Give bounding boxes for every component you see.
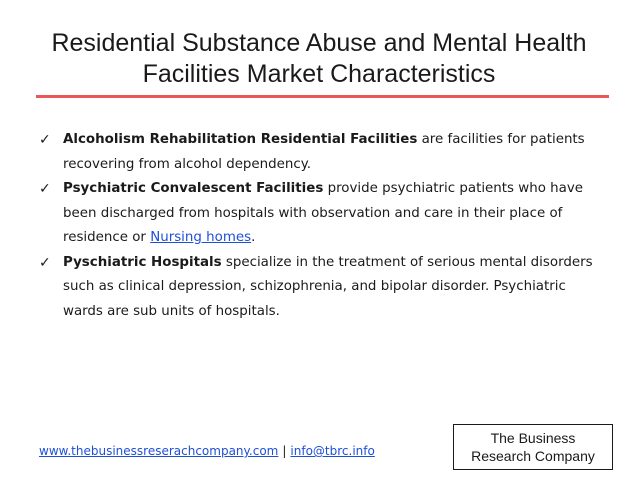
- title-divider: [36, 95, 609, 98]
- footer-separator: |: [282, 444, 287, 458]
- bullet-psychiatric-convalescent: [39, 177, 609, 251]
- bullet-list: [39, 128, 609, 324]
- email-link[interactable]: info@tbrc.info: [290, 444, 375, 458]
- website-link[interactable]: www.thebusinessreserachcompany.com: [39, 444, 279, 458]
- bullet-alcoholism-facilities: [39, 128, 609, 177]
- checkmark-icon: ✓: [39, 254, 51, 271]
- bullet-term: Alcoholism Rehabilitation Residential Facilities: [63, 132, 418, 147]
- bullet-term: Pyschiatric Hospitals: [63, 254, 222, 270]
- bullet-text: are facilities for patients recovering from alcohol dependency.: [63, 132, 585, 172]
- slide-title-line-2: Facilities Market Characteristics: [142, 60, 496, 88]
- footer-links: [39, 444, 375, 458]
- slide-title: [20, 28, 618, 90]
- bullet-term: Psychiatric Convalescent Facilities: [63, 181, 324, 196]
- company-name-line-2: Research Company: [471, 448, 595, 464]
- checkmark-icon: ✓: [39, 181, 51, 197]
- company-name-line-1: The Business: [490, 430, 576, 446]
- slide-title-line-1: Residential Substance Abuse and Mental Health: [51, 29, 587, 57]
- nursing-homes-link[interactable]: Nursing homes: [150, 230, 252, 245]
- bullet-psychiatric-hospitals: [39, 251, 609, 325]
- bullet-text: provide psychiatric patients who have been discharged from hospitals with observation and care in their place of residence or: [63, 181, 584, 245]
- bullet-text-end: .: [251, 230, 256, 245]
- bullet-text: specialize in the treatment of serious mental disorders such as clinical depression, schizophrenia, and bipolar disorder. Psychiatric wards are sub units of hospitals.: [63, 254, 593, 319]
- company-name-box: [453, 424, 613, 470]
- checkmark-icon: ✓: [39, 132, 51, 148]
